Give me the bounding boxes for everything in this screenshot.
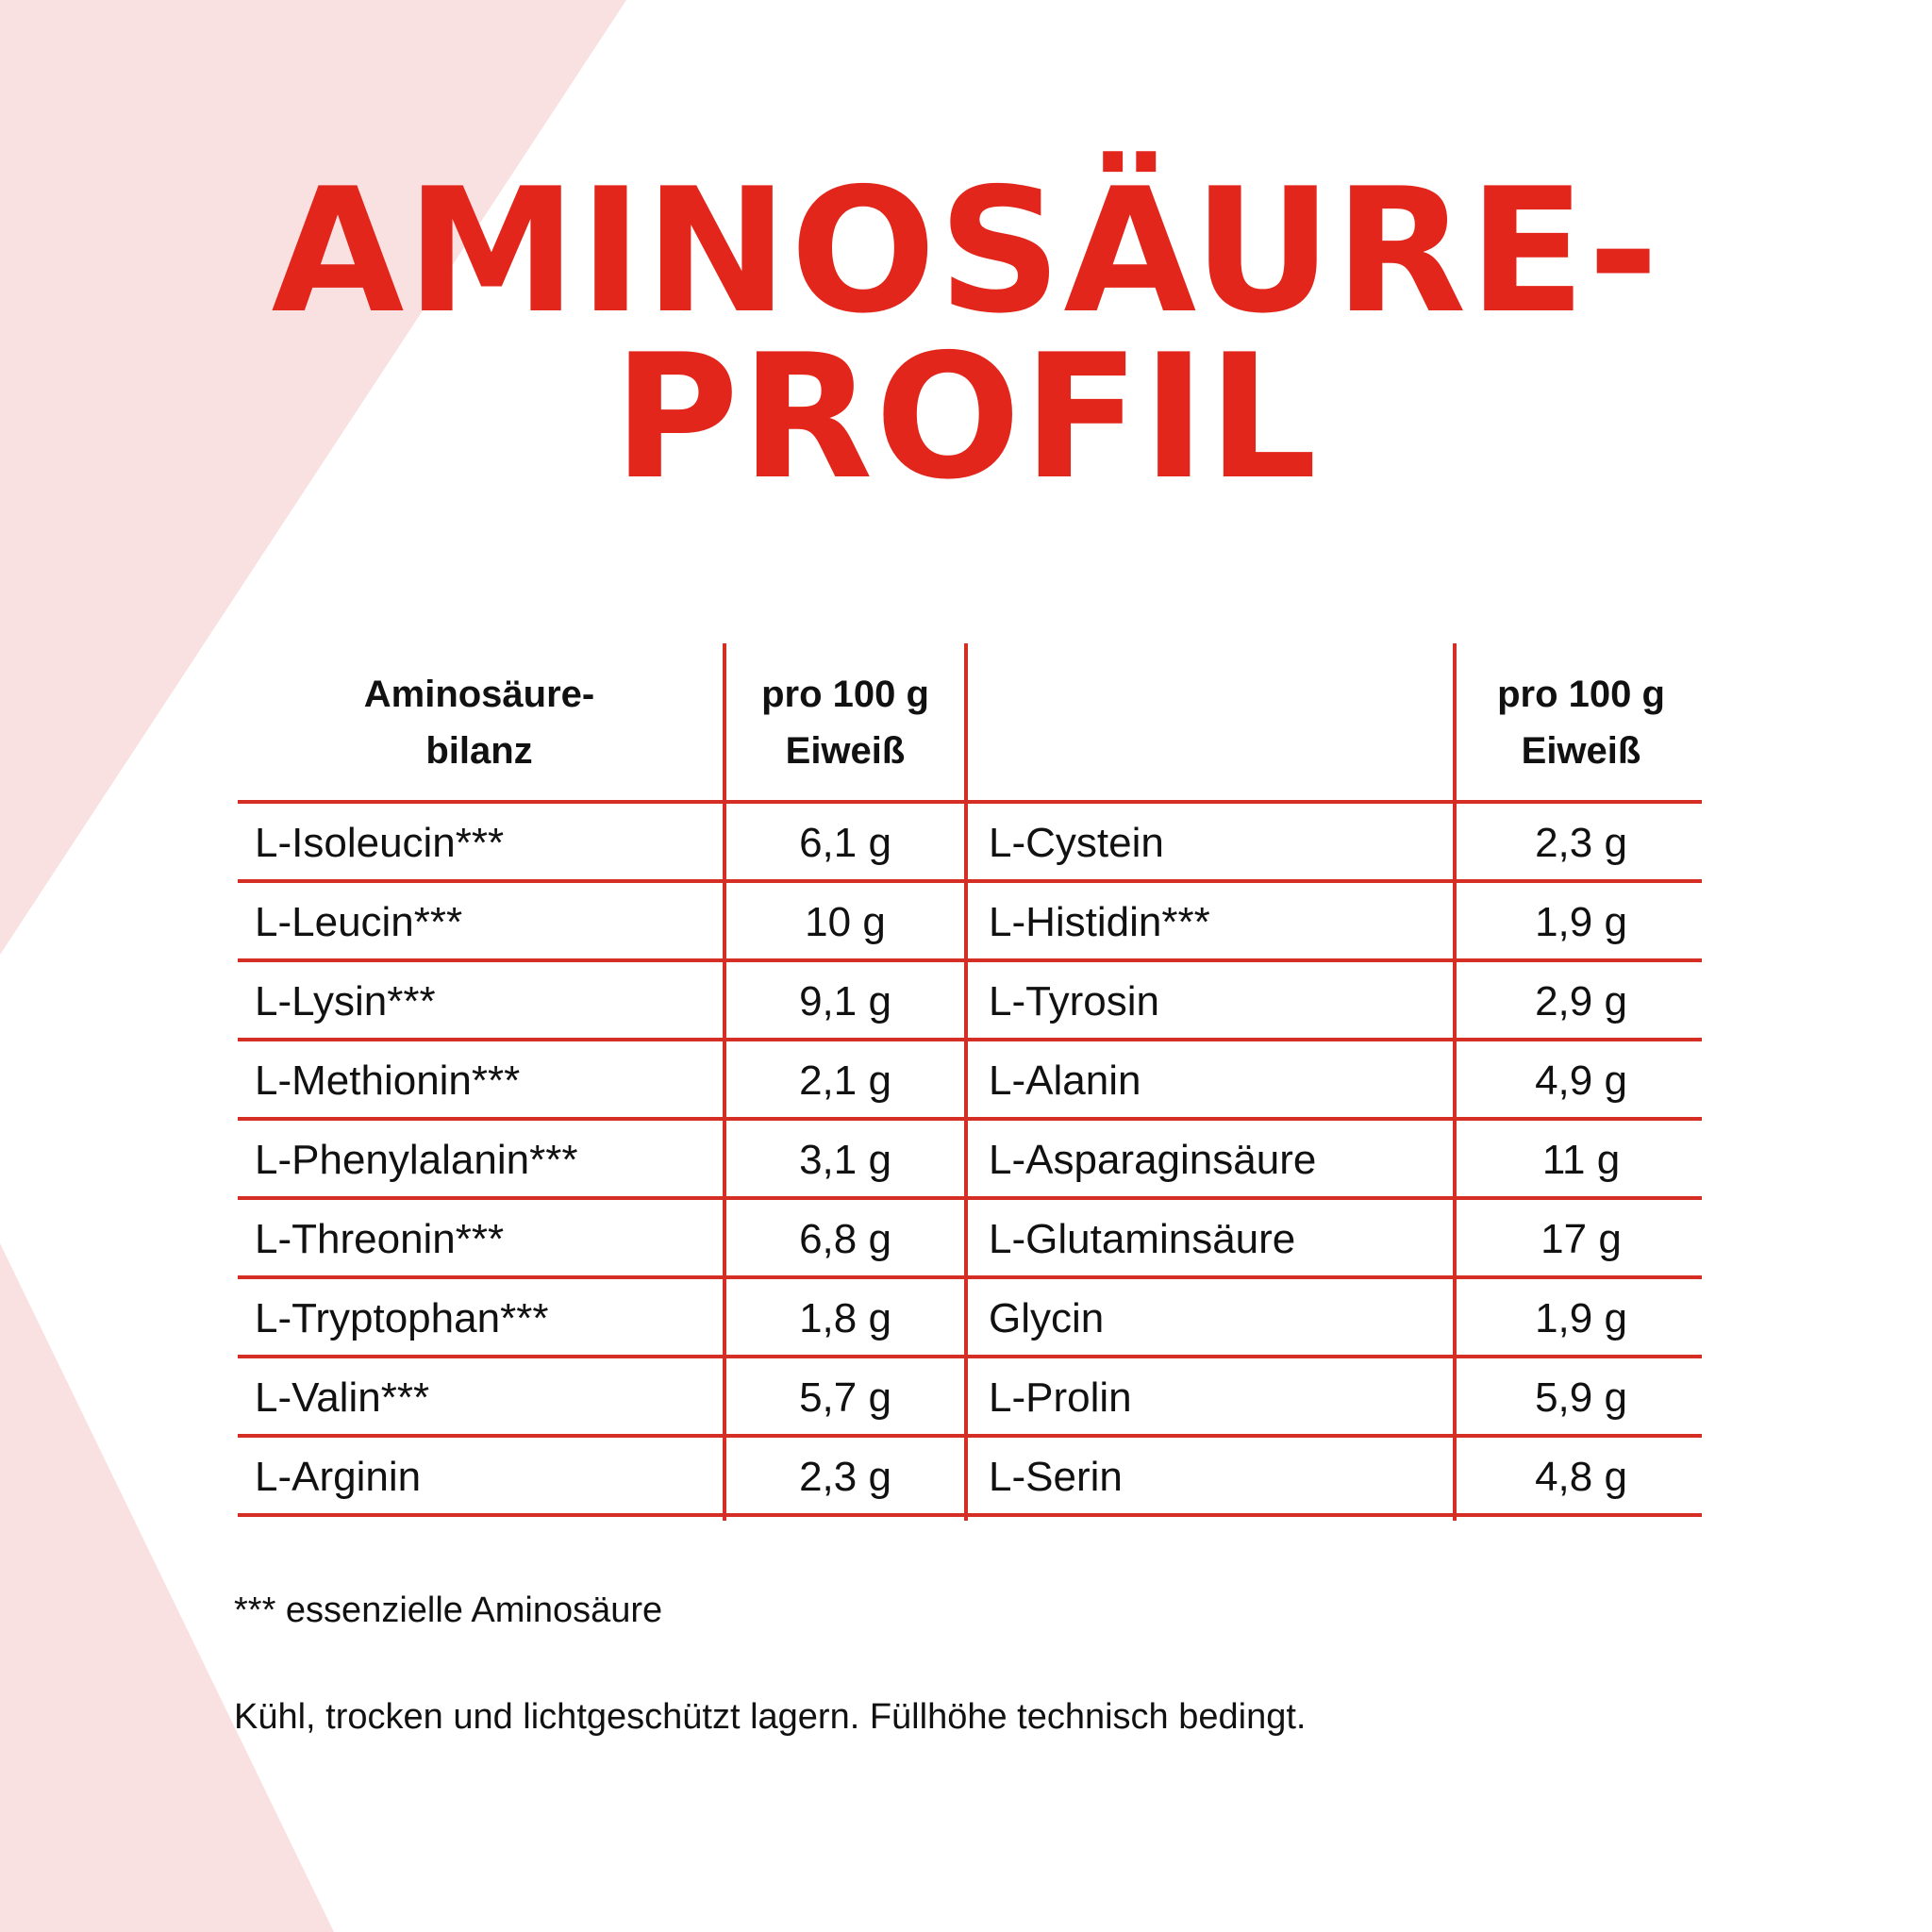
header-empty <box>966 666 1455 779</box>
header-per-100g-protein-right <box>1455 666 1707 779</box>
header-line-2: Eiweiß <box>785 730 906 772</box>
table-cell-right-value: 17 g <box>1541 1216 1622 1262</box>
essential-amino-acid-footnote: *** essenzielle Aminosäure <box>234 1591 663 1630</box>
table-cell-left-name: L-Methionin*** <box>255 1058 521 1104</box>
table-cell-right-value: 1,9 g <box>1535 1295 1627 1341</box>
table-cell-right-name: L-Asparaginsäure <box>989 1137 1317 1183</box>
table-cell-right-value: 1,9 g <box>1535 899 1627 945</box>
table-cell-right-name: L-Alanin <box>989 1058 1141 1104</box>
table-cell-left-value: 10 g <box>805 899 886 945</box>
table-cell-right-value: 2,3 g <box>1535 820 1627 866</box>
page-title <box>0 151 1932 517</box>
header-line-1: Aminosäure- <box>363 674 595 715</box>
table-cell-right-name: Glycin <box>989 1295 1105 1341</box>
table-cell-right-value: 11 g <box>1541 1137 1621 1183</box>
table-cell-left-value: 6,8 g <box>799 1216 891 1262</box>
amino-acid-table <box>234 643 1707 1521</box>
table-cell-right-name: L-Histidin*** <box>989 899 1210 945</box>
table-cell-left-name: L-Tryptophan*** <box>255 1295 549 1341</box>
table-cell-right-name: L-Glutaminsäure <box>989 1216 1296 1262</box>
table-cell-left-name: L-Valin*** <box>255 1374 430 1421</box>
table-cell-left-name: L-Phenylalanin*** <box>255 1137 578 1183</box>
page-title-line-2: PROFIL <box>612 317 1320 517</box>
header-line-2: Eiweiß <box>1521 730 1641 772</box>
table-cell-left-value: 1,8 g <box>799 1295 891 1341</box>
page-title-line-1: AMINOSÄURE- <box>271 151 1661 351</box>
table-cell-right-value: 4,8 g <box>1535 1454 1627 1500</box>
header-per-100g-protein-left <box>724 666 966 779</box>
table-cell-left-value: 3,1 g <box>799 1137 891 1183</box>
table-cell-left-name: L-Leucin*** <box>255 899 463 945</box>
table-cell-left-value: 2,1 g <box>799 1058 891 1104</box>
table-cell-right-name: L-Tyrosin <box>989 978 1159 1024</box>
table-cell-right-name: L-Serin <box>989 1454 1123 1500</box>
table-cell-left-value: 5,7 g <box>799 1374 891 1421</box>
storage-note: Kühl, trocken und lichtgeschützt lagern. Füllhöhe technisch bedingt. <box>234 1697 1307 1737</box>
table-cell-left-value: 6,1 g <box>799 820 891 866</box>
header-amino-acid-balance <box>234 666 724 779</box>
table-cell-left-value: 9,1 g <box>799 978 891 1024</box>
header-line-1: pro 100 g <box>1497 674 1665 715</box>
header-line-1: pro 100 g <box>761 674 929 715</box>
table-cell-left-name: L-Isoleucin*** <box>255 820 505 866</box>
table-cell-right-value: 4,9 g <box>1535 1058 1627 1104</box>
header-line-2: bilanz <box>425 730 533 772</box>
table-cell-left-name: L-Threonin*** <box>255 1216 505 1262</box>
table-cell-right-value: 2,9 g <box>1535 978 1627 1024</box>
table-cell-right-name: L-Prolin <box>989 1374 1132 1421</box>
table-cell-right-value: 5,9 g <box>1535 1374 1627 1421</box>
table-cell-left-name: L-Arginin <box>255 1454 422 1500</box>
table-cell-left-name: L-Lysin*** <box>255 978 436 1024</box>
table-cell-left-value: 2,3 g <box>799 1454 891 1500</box>
table-cell-right-name: L-Cystein <box>989 820 1164 866</box>
